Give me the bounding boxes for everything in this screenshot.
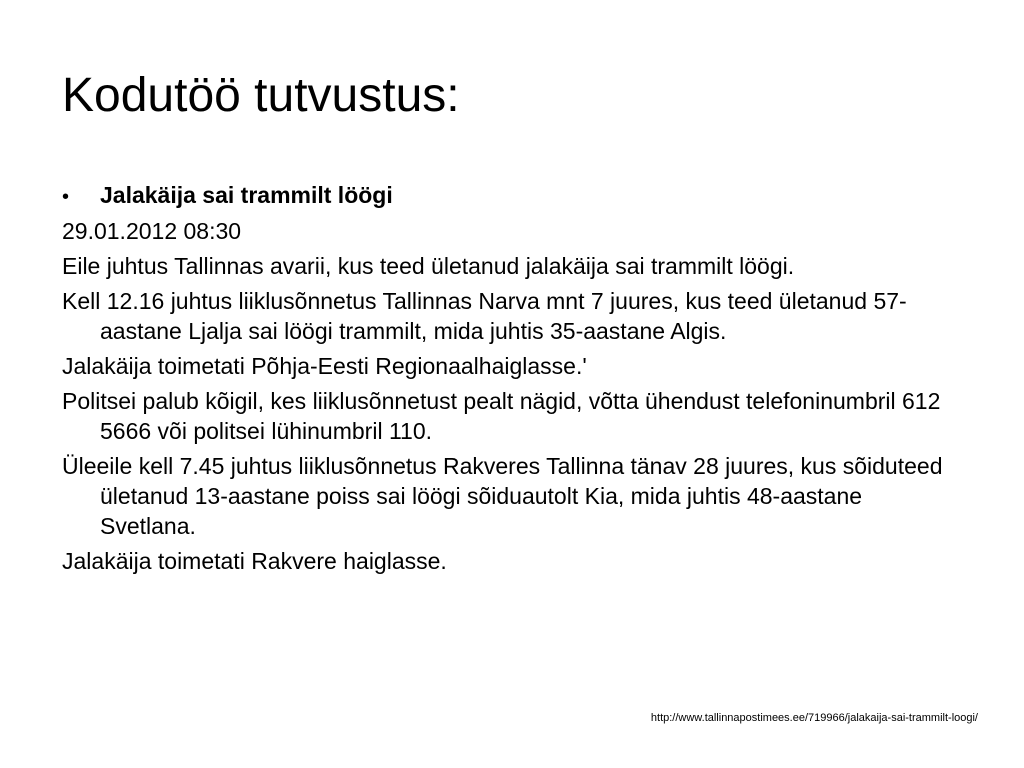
article-paragraph: Jalakäija toimetati Põhja-Eesti Regionaalhaiglasse.'	[62, 353, 587, 379]
bullet-item	[62, 180, 962, 212]
article-paragraph: Politsei palub kõigil, kes liiklusõnnetust pealt nägid, võtta ühendust telefoninumbril 612 5666 või politsei lühinumbril 110.	[62, 388, 941, 444]
slide-content	[62, 180, 962, 581]
bullet-icon: •	[62, 186, 70, 208]
article-paragraph: Kell 12.16 juhtus liiklusõnnetus Tallinnas Narva mnt 7 juures, kus teed ületanud 57-aastane Ljalja sai löögi trammilt, mida juhtis 35-aastane Algis.	[62, 288, 907, 344]
article-headline: Jalakäija sai trammilt löögi	[100, 182, 393, 208]
slide-title: Kodutöö tutvustus:	[62, 69, 460, 122]
article-paragraph: Üleeile kell 7.45 juhtus liiklusõnnetus Rakveres Tallinna tänav 28 juures, kus sõiduteed ületanud 13-aastane poiss sai löögi sõiduautolt Kia, mida juhtis 48-aastane Svetlana.	[62, 453, 943, 539]
source-url: http://www.tallinnapostimees.ee/719966/jalakaija-sai-trammilt-loogi/	[650, 712, 978, 724]
article-date: 29.01.2012 08:30	[62, 218, 242, 244]
article-paragraph: Jalakäija toimetati Rakvere haiglasse.	[62, 548, 447, 574]
article-paragraph: Eile juhtus Tallinnas avarii, kus teed ületanud jalakäija sai trammilt löögi.	[62, 253, 795, 279]
